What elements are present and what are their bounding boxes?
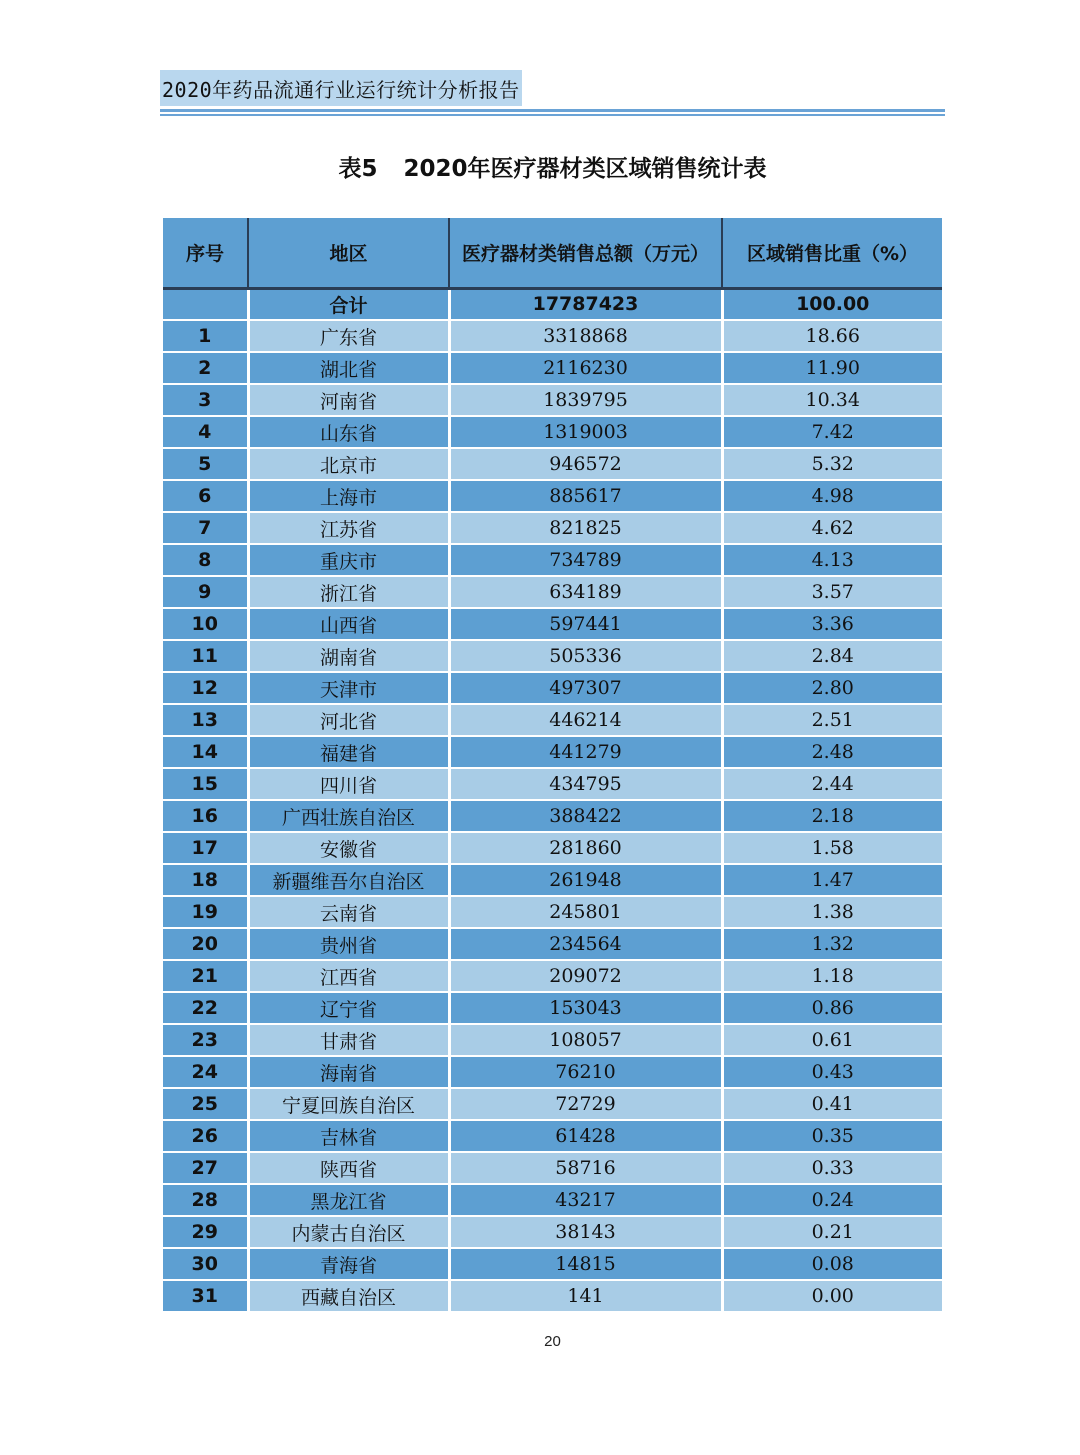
- row-share: 4.98: [722, 480, 942, 512]
- row-no: 20: [163, 928, 248, 960]
- row-amount: 497307: [449, 672, 722, 704]
- total-no-cell: [163, 288, 248, 320]
- row-share: 0.35: [722, 1120, 942, 1152]
- row-amount: 3318868: [449, 320, 722, 352]
- row-no: 16: [163, 800, 248, 832]
- row-share: 2.84: [722, 640, 942, 672]
- row-region: 四川省: [248, 768, 449, 800]
- row-region: 青海省: [248, 1248, 449, 1280]
- row-no: 18: [163, 864, 248, 896]
- row-share: 2.18: [722, 800, 942, 832]
- header-region: 地区: [248, 218, 449, 288]
- table-row: [163, 448, 942, 480]
- row-no: 10: [163, 608, 248, 640]
- total-amount: 17787423: [449, 288, 722, 320]
- row-no: 17: [163, 832, 248, 864]
- header-amount: 医疗器材类销售总额（万元）: [449, 218, 722, 288]
- row-no: 27: [163, 1152, 248, 1184]
- row-no: 1: [163, 320, 248, 352]
- table-row: [163, 384, 942, 416]
- header-no: 序号: [163, 218, 248, 288]
- row-share: 5.32: [722, 448, 942, 480]
- row-amount: 885617: [449, 480, 722, 512]
- row-region: 西藏自治区: [248, 1280, 449, 1312]
- row-no: 14: [163, 736, 248, 768]
- row-share: 11.90: [722, 352, 942, 384]
- row-region: 甘肃省: [248, 1024, 449, 1056]
- row-region: 上海市: [248, 480, 449, 512]
- row-no: 11: [163, 640, 248, 672]
- row-amount: 946572: [449, 448, 722, 480]
- page-number: 20: [544, 1333, 561, 1350]
- row-amount: 446214: [449, 704, 722, 736]
- row-share: 1.18: [722, 960, 942, 992]
- row-no: 26: [163, 1120, 248, 1152]
- row-region: 广东省: [248, 320, 449, 352]
- table-row: [163, 1280, 942, 1312]
- table-row: [163, 736, 942, 768]
- header-divider: [160, 109, 945, 112]
- table-row: [163, 864, 942, 896]
- row-amount: 1839795: [449, 384, 722, 416]
- table-row: [163, 480, 942, 512]
- table-row: [163, 832, 942, 864]
- row-amount: 141: [449, 1280, 722, 1312]
- total-share: 100.00: [722, 288, 942, 320]
- row-share: 10.34: [722, 384, 942, 416]
- table-header-row: [163, 218, 942, 288]
- row-region: 安徽省: [248, 832, 449, 864]
- table-row: [163, 576, 942, 608]
- table-row: [163, 1184, 942, 1216]
- report-title: 2020年药品流通行业运行统计分析报告: [160, 70, 522, 106]
- row-share: 2.48: [722, 736, 942, 768]
- row-no: 31: [163, 1280, 248, 1312]
- table-row: [163, 416, 942, 448]
- table-row: [163, 1088, 942, 1120]
- row-no: 6: [163, 480, 248, 512]
- row-amount: 245801: [449, 896, 722, 928]
- row-amount: 821825: [449, 512, 722, 544]
- row-amount: 14815: [449, 1248, 722, 1280]
- header-divider-thin: [160, 114, 945, 116]
- row-no: 12: [163, 672, 248, 704]
- row-region: 河北省: [248, 704, 449, 736]
- table-row: [163, 960, 942, 992]
- row-no: 19: [163, 896, 248, 928]
- table-row: [163, 1056, 942, 1088]
- row-share: 3.36: [722, 608, 942, 640]
- row-no: 21: [163, 960, 248, 992]
- table-row: [163, 928, 942, 960]
- row-share: 3.57: [722, 576, 942, 608]
- row-no: 28: [163, 1184, 248, 1216]
- row-share: 4.62: [722, 512, 942, 544]
- row-amount: 634189: [449, 576, 722, 608]
- row-no: 25: [163, 1088, 248, 1120]
- row-region: 江西省: [248, 960, 449, 992]
- row-share: 2.80: [722, 672, 942, 704]
- row-region: 吉林省: [248, 1120, 449, 1152]
- row-region: 重庆市: [248, 544, 449, 576]
- row-share: 1.32: [722, 928, 942, 960]
- row-region: 新疆维吾尔自治区: [248, 864, 449, 896]
- row-share: 2.51: [722, 704, 942, 736]
- row-no: 4: [163, 416, 248, 448]
- row-amount: 261948: [449, 864, 722, 896]
- table-row: [163, 1152, 942, 1184]
- row-region: 海南省: [248, 1056, 449, 1088]
- table-caption: [160, 150, 945, 183]
- row-amount: 281860: [449, 832, 722, 864]
- table-row: [163, 1216, 942, 1248]
- row-no: 13: [163, 704, 248, 736]
- table-row: [163, 1248, 942, 1280]
- row-amount: 1319003: [449, 416, 722, 448]
- row-no: 9: [163, 576, 248, 608]
- row-region: 湖南省: [248, 640, 449, 672]
- row-no: 29: [163, 1216, 248, 1248]
- row-amount: 734789: [449, 544, 722, 576]
- row-region: 天津市: [248, 672, 449, 704]
- row-amount: 434795: [449, 768, 722, 800]
- table-row: [163, 320, 942, 352]
- row-no: 30: [163, 1248, 248, 1280]
- row-share: 1.58: [722, 832, 942, 864]
- row-share: 0.24: [722, 1184, 942, 1216]
- table-row: [163, 640, 942, 672]
- table-row: [163, 1120, 942, 1152]
- row-share: 7.42: [722, 416, 942, 448]
- row-amount: 76210: [449, 1056, 722, 1088]
- row-region: 北京市: [248, 448, 449, 480]
- table-row: [163, 608, 942, 640]
- row-amount: 388422: [449, 800, 722, 832]
- row-no: 2: [163, 352, 248, 384]
- row-region: 福建省: [248, 736, 449, 768]
- table-row: [163, 768, 942, 800]
- table-row: [163, 896, 942, 928]
- row-no: 15: [163, 768, 248, 800]
- row-share: 4.13: [722, 544, 942, 576]
- row-amount: 153043: [449, 992, 722, 1024]
- total-label: 合计: [248, 288, 449, 320]
- row-share: 0.61: [722, 1024, 942, 1056]
- row-region: 贵州省: [248, 928, 449, 960]
- row-region: 山东省: [248, 416, 449, 448]
- row-region: 辽宁省: [248, 992, 449, 1024]
- row-amount: 61428: [449, 1120, 722, 1152]
- row-region: 江苏省: [248, 512, 449, 544]
- total-row: [163, 288, 942, 320]
- row-share: 0.33: [722, 1152, 942, 1184]
- row-amount: 597441: [449, 608, 722, 640]
- row-no: 24: [163, 1056, 248, 1088]
- table-number: 表5: [338, 156, 378, 182]
- row-no: 23: [163, 1024, 248, 1056]
- row-amount: 58716: [449, 1152, 722, 1184]
- row-region: 内蒙古自治区: [248, 1216, 449, 1248]
- row-amount: 505336: [449, 640, 722, 672]
- row-amount: 2116230: [449, 352, 722, 384]
- row-region: 浙江省: [248, 576, 449, 608]
- row-share: 0.86: [722, 992, 942, 1024]
- row-region: 广西壮族自治区: [248, 800, 449, 832]
- row-share: 0.21: [722, 1216, 942, 1248]
- table-row: [163, 1024, 942, 1056]
- table-row: [163, 704, 942, 736]
- row-amount: 441279: [449, 736, 722, 768]
- page-header: [160, 70, 945, 116]
- row-amount: 72729: [449, 1088, 722, 1120]
- sales-table: [163, 218, 942, 1313]
- row-share: 0.00: [722, 1280, 942, 1312]
- row-region: 湖北省: [248, 352, 449, 384]
- row-region: 云南省: [248, 896, 449, 928]
- row-amount: 43217: [449, 1184, 722, 1216]
- table-row: [163, 352, 942, 384]
- row-no: 8: [163, 544, 248, 576]
- row-region: 河南省: [248, 384, 449, 416]
- row-region: 山西省: [248, 608, 449, 640]
- row-share: 0.41: [722, 1088, 942, 1120]
- row-region: 黑龙江省: [248, 1184, 449, 1216]
- row-no: 3: [163, 384, 248, 416]
- row-no: 5: [163, 448, 248, 480]
- table-row: [163, 544, 942, 576]
- table-row: [163, 512, 942, 544]
- row-share: 0.08: [722, 1248, 942, 1280]
- header-share: 区域销售比重（%）: [722, 218, 942, 288]
- row-no: 7: [163, 512, 248, 544]
- row-share: 2.44: [722, 768, 942, 800]
- row-amount: 38143: [449, 1216, 722, 1248]
- table-row: [163, 800, 942, 832]
- row-region: 陕西省: [248, 1152, 449, 1184]
- row-share: 0.43: [722, 1056, 942, 1088]
- table-row: [163, 672, 942, 704]
- row-share: 1.38: [722, 896, 942, 928]
- row-amount: 108057: [449, 1024, 722, 1056]
- row-no: 22: [163, 992, 248, 1024]
- table-row: [163, 992, 942, 1024]
- row-region: 宁夏回族自治区: [248, 1088, 449, 1120]
- row-amount: 234564: [449, 928, 722, 960]
- row-share: 18.66: [722, 320, 942, 352]
- table-title: 2020年医疗器材类区域销售统计表: [403, 156, 767, 182]
- row-amount: 209072: [449, 960, 722, 992]
- row-share: 1.47: [722, 864, 942, 896]
